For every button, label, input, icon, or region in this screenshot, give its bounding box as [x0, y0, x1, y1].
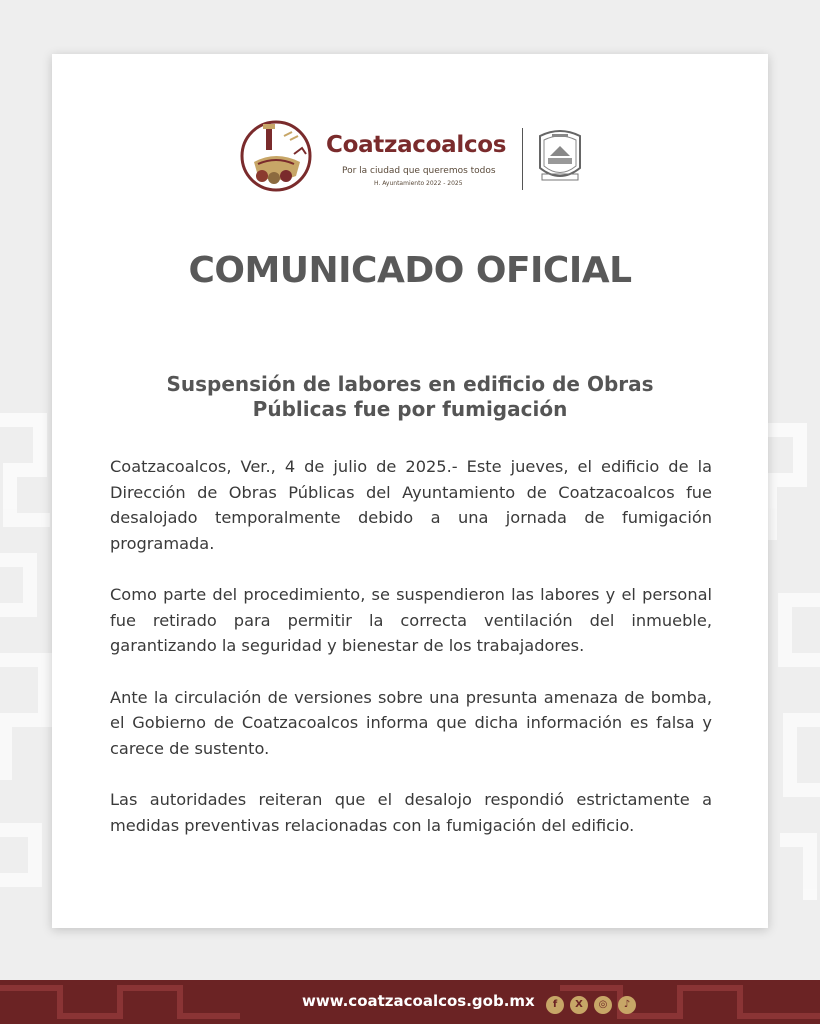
x-icon[interactable]: X	[570, 996, 588, 1014]
communique-card	[52, 54, 768, 928]
city-seal-icon	[534, 126, 586, 186]
logo-divider	[522, 128, 523, 190]
paragraph: Ante la circulación de versiones sobre una presunta amenaza de bomba, el Gobierno de Coatzacoalcos informa que dicha información es falsa y carece de sustento.	[110, 687, 712, 758]
paragraph: Coatzacoalcos, Ver., 4 de julio de 2025.- Este jueves, el edificio de la Dirección de Obras Públicas del Ayuntamiento de Coatzacoalcos fue desalojado temporalmente debido a una jornada de fumigación programada.	[110, 457, 712, 553]
municipality-logo-icon	[236, 114, 316, 194]
tiktok-icon[interactable]: ♪	[618, 996, 636, 1014]
body-text	[110, 454, 712, 864]
footer-bar	[0, 980, 820, 1024]
instagram-icon[interactable]: ◎	[594, 996, 612, 1014]
header-logos	[236, 114, 586, 194]
paragraph: Como parte del procedimiento, se suspendieron las labores y el personal fue retirado para permitir la correcta ventilación del inmueble, garantizando la seguridad y bienestar de los trabajadores.	[110, 585, 712, 655]
brand-slogan: Por la ciudad que queremos todos	[342, 166, 496, 176]
facebook-icon[interactable]: f	[546, 996, 564, 1014]
headline: Suspensión de labores en edificio de Obras Públicas fue por fumigación	[166, 372, 654, 421]
paragraph: Las autoridades reiteran que el desalojo respondió estrictamente a medidas preventivas relacionadas con la fumigación del edificio.	[110, 790, 712, 835]
document-title: COMUNICADO OFICIAL	[188, 250, 632, 291]
brand-name: Coatzacoalcos	[326, 132, 507, 158]
administration-period: H. Ayuntamiento 2022 - 2025	[374, 180, 463, 187]
website-link[interactable]: www.coatzacoalcos.gob.mx	[302, 992, 535, 1010]
